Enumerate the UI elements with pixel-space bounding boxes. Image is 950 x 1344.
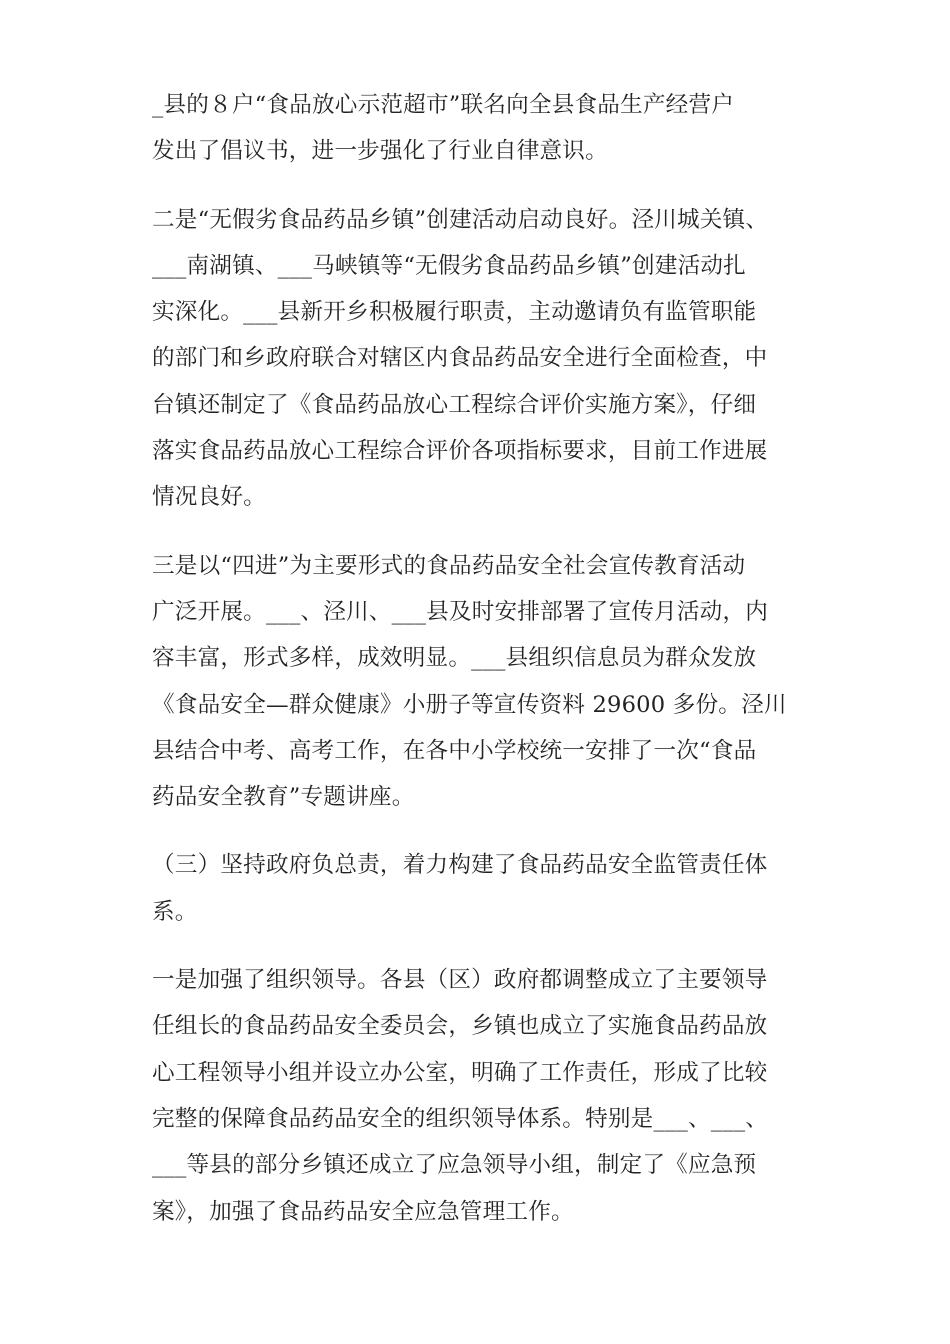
text-line: ___南湖镇、___马峡镇等“无假劣食品药品乡镇”创建活动扎: [152, 252, 746, 279]
text-line: 任组长的食品药品安全委员会，乡镇也成立了实施食品药品放: [152, 1013, 768, 1040]
text-line: 容丰富，形式多样，成效明显。___县组织信息员为群众发放: [152, 645, 757, 672]
text-line: 情况良好。: [152, 484, 266, 511]
text-line: _县的８户“食品放心示范超市”联名向全县食品生产经营户: [152, 92, 735, 118]
paragraph-1: [152, 82, 812, 175]
text-line: 心工程领导小组并设立办公室，明确了工作责任，形成了比较: [152, 1059, 768, 1086]
text-line: （三）坚持政府负总责，着力构建了食品药品安全监管责任体: [152, 852, 768, 879]
text-line: 落实食品药品放心工程综合评价各项指标要求，目前工作进展: [152, 438, 768, 465]
document-body: [152, 82, 812, 1257]
text-line: 二是“无假劣食品药品乡镇”创建活动启动良好。泾川城关镇、: [152, 206, 769, 233]
text-line: 广泛开展。___、泾川、___县及时安排部署了宣传月活动，内: [152, 598, 769, 625]
text-line: 一是加强了组织领导。各县（区）政府都调整成立了主要领导: [152, 967, 768, 994]
text-line: 药品安全教育”专题讲座。: [152, 784, 415, 811]
text-line: 台镇还制定了《食品药品放心工程综合评价实施方案》，仔细: [152, 391, 757, 418]
paragraph-3: [152, 543, 812, 821]
text-line: 三是以“四进”为主要形式的食品药品安全社会宣传教育活动: [152, 552, 746, 579]
paragraph-5: [152, 957, 812, 1235]
text-line: 县结合中考、高考工作，在各中小学校统一安排了一次“食品: [152, 737, 757, 764]
paragraph-4: [152, 842, 812, 935]
paragraph-2: [152, 197, 812, 521]
text-line: 案》，加强了食品药品安全应急管理工作。: [152, 1198, 574, 1225]
text-line: 《食品安全—群众健康》小册子等宣传资料 29600 多份。泾川: [152, 691, 787, 718]
text-line: 系。: [152, 898, 198, 925]
text-line: 的部门和乡政府联合对辖区内食品药品安全进行全面检查，中: [152, 345, 768, 372]
text-line: ___等县的部分乡镇还成立了应急领导小组，制定了《应急预: [152, 1152, 757, 1179]
text-line: 发出了倡议书，进一步强化了行业自律意识。: [152, 138, 608, 165]
text-line: 完整的保障食品药品安全的组织领导体系。特别是___、___、: [152, 1105, 769, 1132]
text-line: 实深化。___县新开乡积极履行职责，主动邀请负有监管职能: [152, 299, 757, 326]
